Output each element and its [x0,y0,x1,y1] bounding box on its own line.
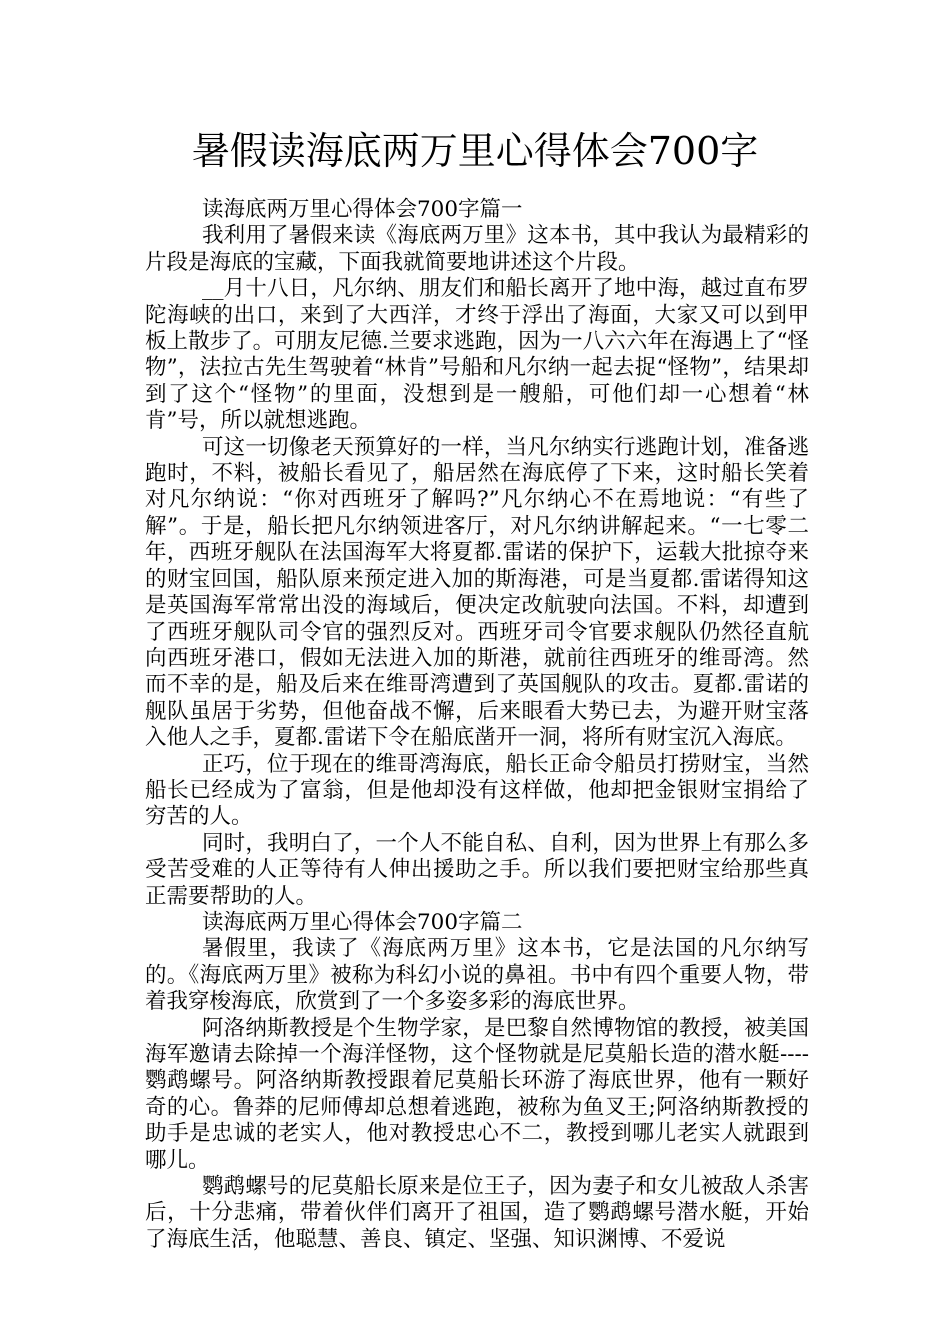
paragraph: 暑假里，我读了《海底两万里》这本书，它是法国的凡尔纳写的。《海底两万里》被称为科幻小说的鼻祖。书中有四个重要人物，带着我穿梭海底，欣赏到了一个多姿多彩的海底世界。 [145,936,809,1015]
section-heading: 读海底两万里心得体会700字篇一 [201,197,523,222]
paragraph: 阿洛纳斯教授是个生物学家，是巴黎自然博物馆的教授，被美国海军邀请去除掉一个海洋怪物，这个怪物就是尼莫船长造的潜水艇----鹦鹉螺号。阿洛纳斯教授跟着尼莫船长环游了海底世界，他有一颗好奇的心。鲁莽的尼师傅却总想着逃跑，被称为鱼叉王;阿洛纳斯教授的助手是忠诚的老实人，他对教授忠心不二，教授到哪儿老实人就跟到哪儿。 [145,1015,809,1173]
paragraph: 正巧，位于现在的维哥湾海底，船长正命令船员打捞财宝，当然船长已经成为了富翁，但是他却没有这样做，他却把金银财宝捐给了穷苦的人。 [145,751,809,830]
paragraph: 可这一切像老天预算好的一样，当凡尔纳实行逃跑计划，准备逃跑时，不料，被船长看见了，船居然在海底停了下来，这时船长笑着对凡尔纳说：“你对西班牙了解吗?”凡尔纳心不在焉地说：“有些了解”。于是，船长把凡尔纳领进客厅，对凡尔纳讲解起来。“一七零二年，西班牙舰队在法国海军大将夏都.雷诺的保护下，运载大批掠夺来的财宝回国，船队原来预定进入加的斯海港，可是当夏都.雷诺得知这是英国海军常常出没的海域后，便决定改航驶向法国。不料，却遭到了西班牙舰队司令官的强烈反对。西班牙司令官要求舰队仍然径直航向西班牙港口，假如无法进入加的斯港，就前往西班牙的维哥湾。然而不幸的是，船及后来在维哥湾遭到了英国舰队的攻击。夏都.雷诺的舰队虽居于劣势，但他奋战不懈，后来眼看大势已去，为避开财宝落入他人之手，夏都.雷诺下令在船底凿开一洞，将所有财宝沉入海底。 [145,434,809,751]
document-body [145,197,809,1253]
section-heading: 读海底两万里心得体会700字篇二 [201,909,523,935]
paragraph: 鹦鹉螺号的尼莫船长原来是位王子，因为妻子和女儿被敌人杀害后，十分悲痛，带着伙伴们离开了祖国，造了鹦鹉螺号潜水艇，开始了海底生活，他聪慧、善良、镇定、坚强、知识渊博、不爱说 [145,1174,809,1252]
document-title: 暑假读海底两万里心得体会700字 [191,129,759,173]
paragraph: 我利用了暑假来读《海底两万里》这本书，其中我认为最精彩的片段是海底的宝藏，下面我就简要地讲述这个片段。 [145,223,809,275]
paragraph: __月十八日，凡尔纳、朋友们和船长离开了地中海，越过直布罗陀海峡的出口，来到了大西洋，才终于浮出了海面，大家又可以到甲板上散步了。可朋友尼德.兰要求逃跑，因为一八六六年在海遇上了“怪物”，法拉古先生驾驶着“林肯”号船和凡尔纳一起去捉“怪物”，结果却到了这个“怪物”的里面，没想到是一艘船，可他们却一心想着“林肯”号，所以就想逃跑。 [145,276,809,434]
paragraph: 同时，我明白了，一个人不能自私、自利，因为世界上有那么多受苦受难的人正等待有人伸出援助之手。所以我们要把财宝给那些真正需要帮助的人。 [145,830,809,909]
